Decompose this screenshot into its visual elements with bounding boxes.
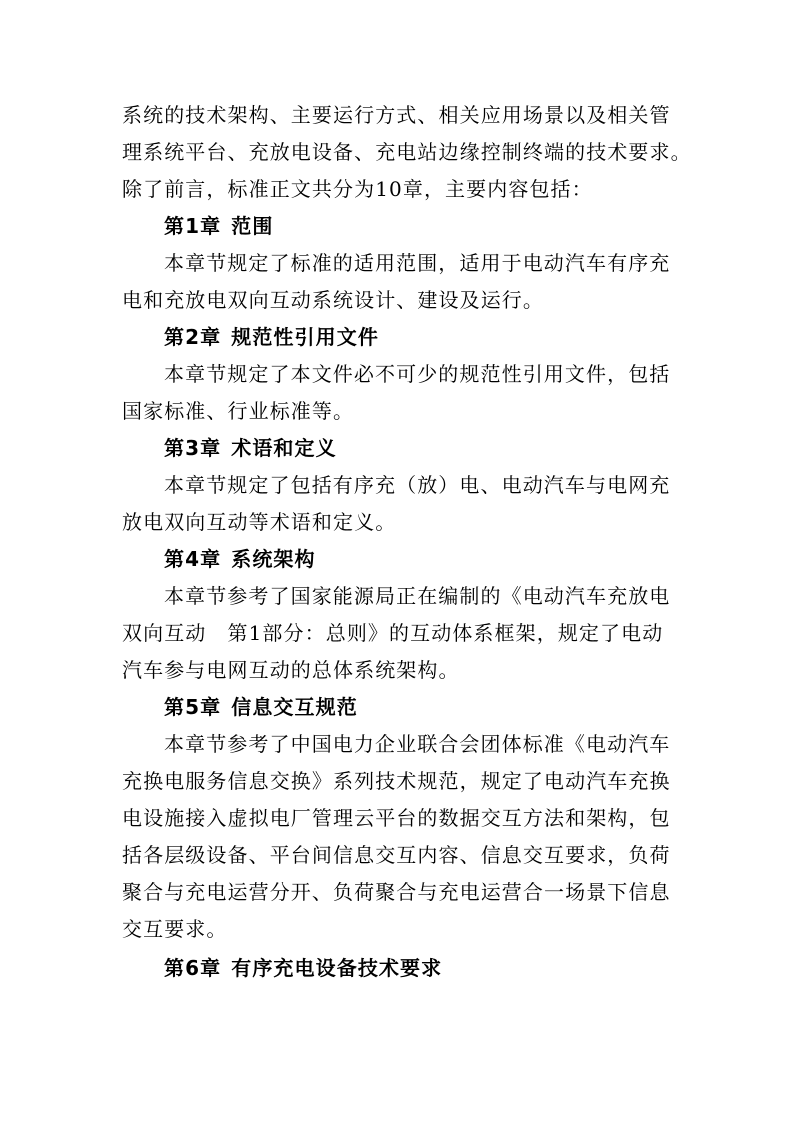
chapter-number: 第6章 xyxy=(164,956,222,980)
body-line: 电和充放电双向互动系统设计、建设及运行。 xyxy=(122,288,544,312)
chapter-body-3 xyxy=(122,467,678,541)
chapter-heading-5 xyxy=(122,689,678,726)
intro-line: 系统的技术架构、主要运行方式、相关应用场景以及相关管 xyxy=(122,103,671,127)
body-line: 交互要求。 xyxy=(122,917,228,941)
intro-line: 理系统平台、充放电设备、充电站边缘控制终端的技术要求。 xyxy=(122,140,692,164)
chapter-heading-6 xyxy=(122,950,678,987)
body-line: 双向互动 第1部分：总则》的互动体系框架，规定了电动 xyxy=(122,621,664,645)
body-line: 本章节规定了包括有序充（放）电、电动汽车与电网充 xyxy=(164,473,671,497)
body-line: 聚合与充电运营分开、负荷聚合与充电运营合一场景下信息 xyxy=(122,880,671,904)
body-line: 充换电服务信息交换》系列技术规范，规定了电动汽车充换 xyxy=(122,769,671,793)
chapter-title: 规范性引用文件 xyxy=(231,325,379,349)
chapter-body-1 xyxy=(122,245,678,319)
chapter-body-2 xyxy=(122,356,678,430)
chapter-title: 范围 xyxy=(231,214,274,238)
body-line: 本章节参考了国家能源局正在编制的《电动汽车充放电 xyxy=(164,584,671,608)
body-line: 放电双向互动等术语和定义。 xyxy=(122,510,397,534)
intro-line: 除了前言，标准正文共分为10章，主要内容包括： xyxy=(122,177,593,201)
chapter-heading-4 xyxy=(122,541,678,578)
body-line: 本章节参考了中国电力企业联合会团体标准《电动汽车 xyxy=(164,732,671,756)
chapter-heading-1 xyxy=(122,208,678,245)
chapter-title: 信息交互规范 xyxy=(231,695,358,719)
intro-paragraph xyxy=(122,97,692,208)
chapter-body-5 xyxy=(122,726,678,948)
body-line: 本章节规定了本文件必不可少的规范性引用文件，包括 xyxy=(164,362,671,386)
body-line: 本章节规定了标准的适用范围，适用于电动汽车有序充 xyxy=(164,251,671,275)
chapter-title: 系统架构 xyxy=(231,547,316,571)
body-line: 国家标准、行业标准等。 xyxy=(122,399,355,423)
chapter-number: 第1章 xyxy=(164,214,222,238)
chapter-heading-3 xyxy=(122,430,678,467)
body-line: 括各层级设备、平台间信息交互内容、信息交互要求，负荷 xyxy=(122,843,671,867)
chapter-number: 第5章 xyxy=(164,695,222,719)
chapter-body-4 xyxy=(122,578,678,689)
chapter-title: 术语和定义 xyxy=(231,436,337,460)
body-line: 电设施接入虚拟电厂管理云平台的数据交互方法和架构，包 xyxy=(122,806,671,830)
chapter-title: 有序充电设备技术要求 xyxy=(231,956,443,980)
chapter-number: 第3章 xyxy=(164,436,222,460)
chapter-number: 第4章 xyxy=(164,547,222,571)
chapter-number: 第2章 xyxy=(164,325,222,349)
document-page xyxy=(122,97,692,987)
chapter-heading-2 xyxy=(122,319,678,356)
body-line: 汽车参与电网互动的总体系统架构。 xyxy=(122,658,460,682)
